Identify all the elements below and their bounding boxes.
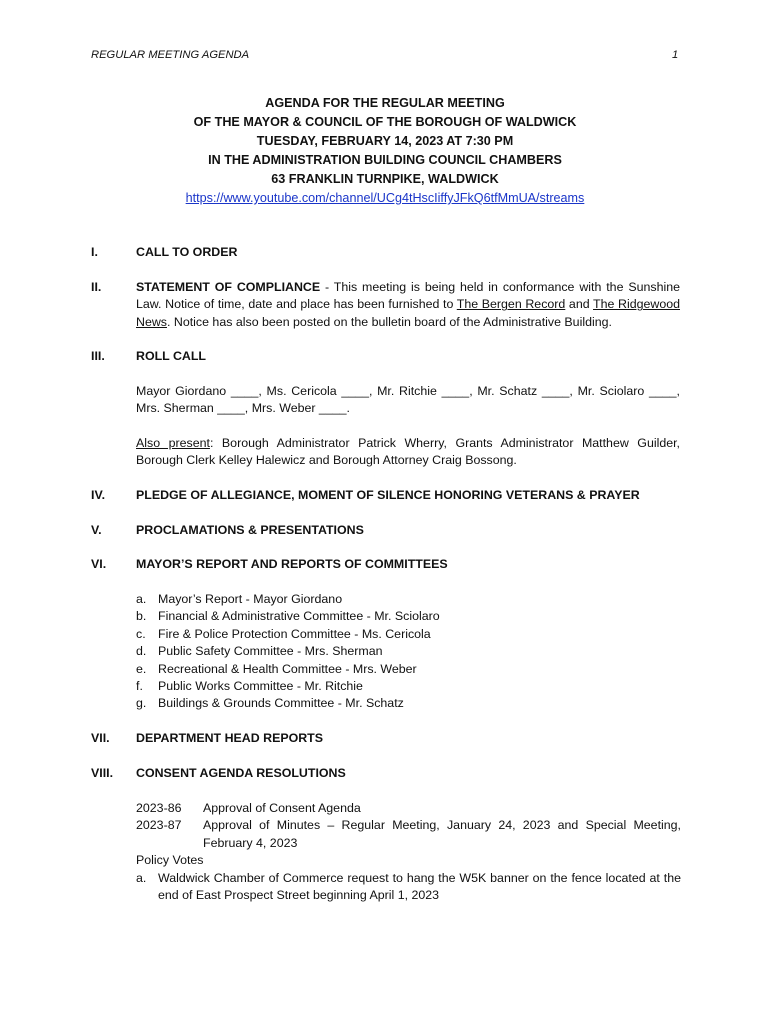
list-marker: c. (136, 626, 146, 641)
section-numeral: IV. (91, 488, 106, 502)
list-item (136, 695, 681, 712)
list-marker: a. (136, 870, 147, 885)
roll-call-names: Mayor Giordano ____, Ms. Cericola ____, Mr. Ritchie ____, Mr. Schatz ____, Mr. Sciolaro ____, Mrs. Sherman ____, Mrs. Weber ____. (136, 384, 680, 416)
list-item-text: Financial & Administrative Committee - Mr. Sciolaro (158, 609, 440, 624)
newspaper-bergen-record: The Bergen Record (456, 297, 566, 312)
list-item (136, 643, 681, 660)
section-heading: DEPARTMENT HEAD REPORTS (136, 731, 324, 745)
compliance-text-c: . Notice has also been posted on the bulletin board of the Administrative Building. (166, 314, 612, 329)
youtube-stream-link[interactable]: https://www.youtube.com/channel/UCg4tHscIiffyJFkQ6tfMmUA/streams (185, 191, 585, 205)
agenda-title (91, 94, 679, 208)
title-line-2: OF THE MAYOR & COUNCIL OF THE BOROUGH OF WALDWICK (193, 115, 577, 129)
section-numeral: I. (91, 245, 98, 259)
section-numeral: VII. (91, 731, 110, 745)
list-item (136, 661, 681, 678)
list-item-text: Mayor’s Report - Mayor Giordano (158, 592, 343, 606)
resolution-list (136, 800, 681, 904)
resolution-number: 2023-87 (136, 818, 182, 833)
list-item (136, 870, 681, 905)
list-item (136, 608, 681, 625)
list-marker: e. (136, 661, 147, 676)
section-numeral: II. (91, 280, 102, 294)
title-line-4: IN THE ADMINISTRATION BUILDING COUNCIL CHAMBERS (208, 153, 562, 167)
running-head: REGULAR MEETING AGENDA (91, 49, 250, 61)
list-item-text: Waldwick Chamber of Commerce request to hang the W5K banner on the fence located at the end of East Prospect Street beginning April 1, 2023 (158, 870, 681, 903)
title-line-3: TUESDAY, FEBRUARY 14, 2023 AT 7:30 PM (256, 134, 514, 148)
newspaper-ridgewood-news: The Ridgewood News (136, 297, 680, 329)
resolution-text: Approval of Minutes – Regular Meeting, January 24, 2023 and Special Meeting, February 4, 2023 (203, 818, 681, 850)
section-heading: MAYOR’S REPORT AND REPORTS OF COMMITTEES (136, 557, 448, 571)
section-heading: PLEDGE OF ALLEGIANCE, MOMENT OF SILENCE HONORING VETERANS & PRAYER (136, 488, 640, 502)
resolution-number: 2023-86 (136, 801, 182, 815)
list-item-text: Public Works Committee - Mr. Ritchie (158, 679, 363, 694)
section-heading: PROCLAMATIONS & PRESENTATIONS (136, 523, 364, 537)
compliance-paragraph (136, 279, 680, 331)
section-heading: CALL TO ORDER (136, 245, 238, 259)
resolution-row (136, 800, 681, 817)
list-item-text: Buildings & Grounds Committee - Mr. Schatz (158, 696, 404, 711)
section-numeral: V. (91, 523, 102, 537)
list-marker: f. (136, 679, 143, 694)
committee-report-list (136, 591, 681, 713)
list-marker: d. (136, 644, 147, 659)
page-number: 1 (672, 49, 679, 61)
compliance-text-b: and (565, 297, 594, 312)
section-numeral: VI. (91, 557, 107, 571)
section-heading: STATEMENT OF COMPLIANCE (136, 280, 321, 294)
list-item-text: Fire & Police Protection Committee - Ms. Cericola (158, 626, 431, 641)
list-item (136, 626, 681, 643)
list-item (136, 591, 681, 608)
section-heading: CONSENT AGENDA RESOLUTIONS (136, 766, 346, 780)
list-item-text: Public Safety Committee - Mrs. Sherman (158, 644, 383, 659)
policy-votes-label: Policy Votes (136, 853, 204, 868)
list-marker: a. (136, 592, 147, 606)
also-present-label: Also present (136, 436, 210, 450)
also-present-text: : Borough Administrator Patrick Wherry, Grants Administrator Matthew Guilder, Borough Clerk Kelley Halewicz and Borough Attorney Craig Bossong. (136, 436, 681, 468)
list-marker: b. (136, 609, 147, 624)
list-item-text: Recreational & Health Committee - Mrs. Weber (158, 661, 417, 676)
title-line-5: 63 FRANKLIN TURNPIKE, WALDWICK (271, 172, 499, 186)
resolution-text: Approval of Consent Agenda (203, 801, 361, 815)
section-numeral: III. (91, 349, 105, 363)
section-heading: ROLL CALL (136, 349, 206, 363)
list-marker: g. (136, 696, 147, 711)
resolution-row (136, 817, 681, 852)
list-item (136, 678, 681, 695)
compliance-text-a: - This meeting is being held in conformance with the Sunshine Law. Notice of time, date and place has been furnished to (136, 280, 680, 312)
title-line-1: AGENDA FOR THE REGULAR MEETING (265, 96, 505, 110)
section-numeral: VIII. (91, 766, 114, 780)
also-present-paragraph (136, 435, 680, 470)
